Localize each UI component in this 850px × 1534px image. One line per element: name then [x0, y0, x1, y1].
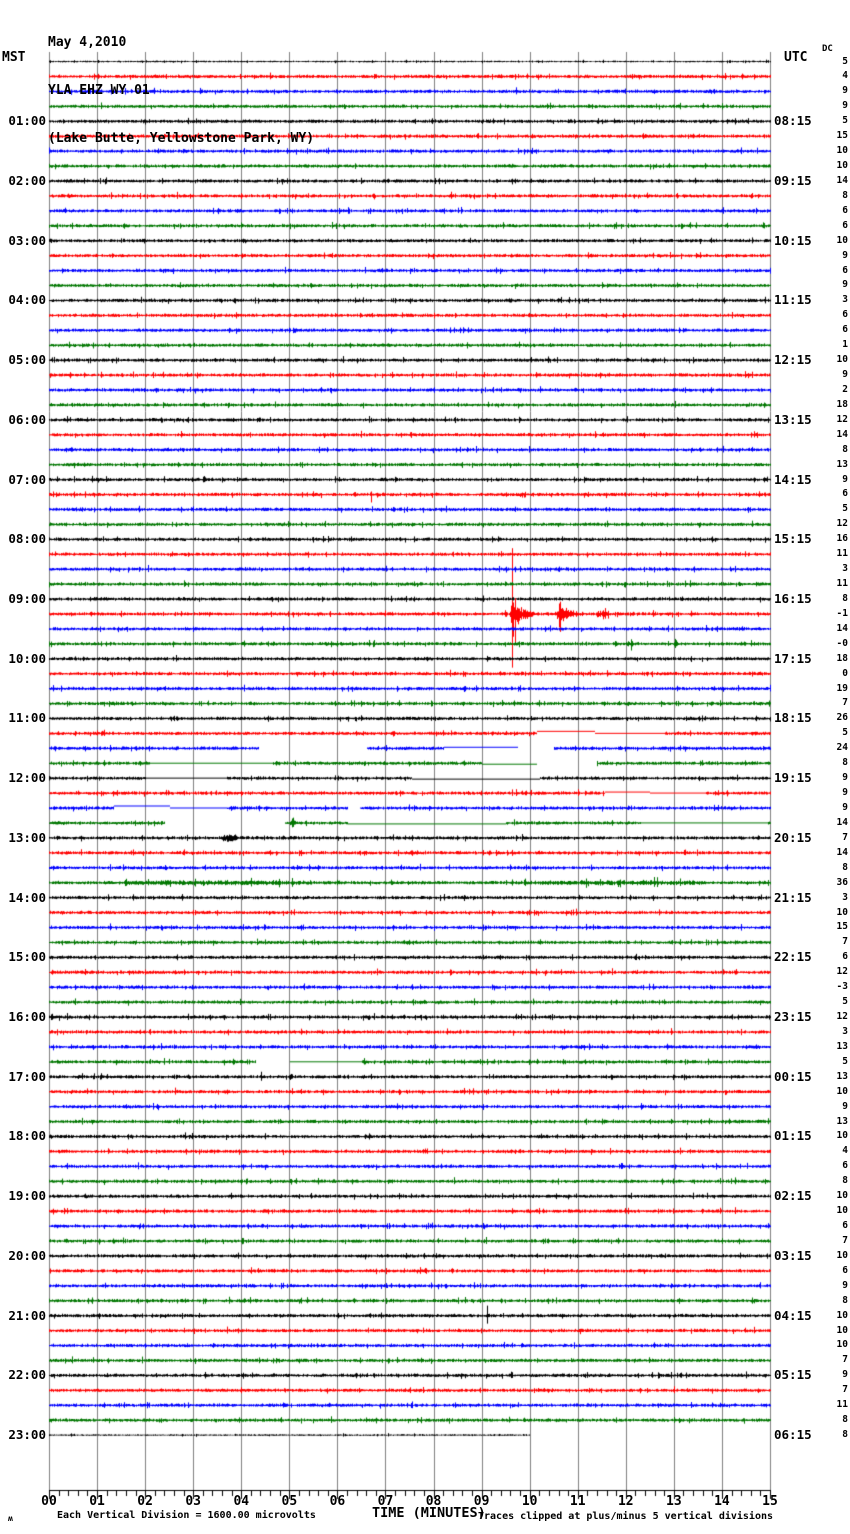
dc-offset-value: 6 — [842, 219, 848, 231]
dc-offset-value: 5 — [842, 727, 848, 739]
dc-offset-value: 9 — [842, 787, 848, 799]
dc-offset-value: 10 — [836, 354, 848, 366]
dc-offset-value: 9 — [842, 802, 848, 813]
utc-hour-label: 21:15 — [774, 889, 812, 905]
header-station-code: YLA EHZ WY 01 — [48, 83, 150, 98]
dc-offset-value: 7 — [842, 1234, 848, 1246]
dc-offset-value: 3 — [842, 891, 848, 903]
dc-offset-value: 6 — [842, 951, 848, 963]
mst-hour-label: 22:00 — [8, 1367, 46, 1383]
utc-hour-label: 23:15 — [774, 1009, 812, 1025]
dc-offset-value: 4 — [842, 70, 848, 82]
mst-hour-label: 23:00 — [8, 1427, 46, 1443]
dc-offset-value: 9 — [842, 772, 848, 784]
mst-hour-label: 10:00 — [8, 650, 46, 666]
utc-hour-label: 00:15 — [774, 1068, 812, 1084]
right-axis-timezone-label: UTC — [784, 50, 808, 65]
utc-hour-label: 14:15 — [774, 471, 812, 487]
dc-offset-value: 0 — [842, 667, 848, 679]
dc-offset-value: 10 — [836, 234, 848, 246]
dc-offset-value: 7 — [842, 1354, 848, 1366]
dc-offset-value: 6 — [842, 309, 848, 321]
utc-hour-label: 13:15 — [774, 411, 812, 427]
dc-offset-value: 9 — [842, 279, 848, 291]
dc-offset-value: 7 — [842, 831, 848, 843]
dc-offset-value: 6 — [842, 264, 848, 276]
x-axis-tick-label: 05 — [281, 1494, 298, 1509]
dc-offset-value: 6 — [842, 1264, 848, 1276]
mst-hour-label: 03:00 — [8, 232, 46, 248]
dc-offset-value: 8 — [842, 1294, 848, 1306]
mst-hour-label: 14:00 — [8, 889, 46, 905]
utc-hour-label: 10:15 — [774, 232, 812, 248]
dc-offset-value: 12 — [836, 518, 848, 530]
utc-hour-label: 04:15 — [774, 1307, 812, 1323]
dc-offset-value: 9 — [842, 1279, 848, 1291]
x-axis-tick-label: 13 — [666, 1494, 682, 1509]
utc-hour-label: 03:15 — [774, 1247, 812, 1263]
dc-offset-value: 19 — [836, 682, 848, 694]
plot-header — [48, 3, 314, 179]
x-axis-tick-label: 02 — [137, 1494, 153, 1509]
dc-offset-value: 10 — [836, 1324, 848, 1336]
dc-offset-value: 4 — [842, 1145, 848, 1157]
dc-offset-value: 9 — [842, 1100, 848, 1112]
mst-hour-label: 20:00 — [8, 1247, 46, 1263]
dc-offset-value: 8 — [842, 1414, 848, 1426]
dc-offset-value: 13 — [836, 1040, 848, 1052]
dc-offset-value: 10 — [836, 145, 848, 157]
dc-offset-value: 7 — [842, 1384, 848, 1396]
utc-hour-label: 15:15 — [774, 531, 812, 547]
dc-offset-value: 1 — [842, 339, 848, 351]
dc-offset-value: 18 — [836, 652, 848, 664]
utc-hour-label: 12:15 — [774, 352, 812, 368]
dc-offset-value: 12 — [836, 966, 848, 978]
dc-offset-value: 14 — [836, 622, 848, 634]
dc-offset-value: 9 — [842, 100, 848, 112]
x-axis-tick-label: 03 — [185, 1494, 202, 1509]
vertical-scale-note: Each Vertical Division = 1600.00 microvolts — [57, 1510, 316, 1521]
utc-hour-label: 16:15 — [774, 590, 812, 606]
utc-hour-label: 17:15 — [774, 650, 812, 666]
x-axis-tick-label: 11 — [569, 1494, 586, 1509]
dc-offset-value: 10 — [836, 906, 848, 918]
utc-hour-label: 08:15 — [774, 113, 812, 129]
utc-hour-label: 06:15 — [774, 1427, 812, 1443]
dc-offset-value: 14 — [836, 428, 848, 440]
dc-offset-value: 3 — [842, 294, 848, 306]
dc-offset-value: 5 — [842, 503, 848, 515]
dc-offset-value: 10 — [836, 1339, 848, 1351]
mst-hour-label: 09:00 — [8, 590, 46, 606]
dc-offset-value: 10 — [836, 1085, 848, 1097]
dc-column-header: DC — [822, 44, 833, 54]
dc-offset-value: 13 — [836, 1115, 848, 1127]
dc-offset-value: 2 — [842, 383, 848, 395]
dc-offset-value: 8 — [842, 443, 848, 455]
x-axis-tick-label: 12 — [617, 1494, 634, 1509]
mst-hour-label: 21:00 — [8, 1307, 46, 1323]
x-axis-tick-label: 14 — [714, 1494, 730, 1509]
left-axis-timezone-label: MST — [2, 50, 26, 65]
dc-offset-value: 9 — [842, 369, 848, 381]
dc-offset-value: 36 — [836, 876, 848, 888]
dc-offset-value: 6 — [842, 324, 848, 336]
dc-offset-value: 24 — [836, 742, 848, 754]
dc-offset-value: 11 — [836, 578, 848, 590]
dc-offset-value: 9 — [842, 249, 848, 261]
utc-hour-label: 19:15 — [774, 770, 812, 786]
dc-offset-value: 10 — [836, 160, 848, 171]
dc-offset-value: 7 — [842, 936, 848, 948]
x-axis-tick-label: 01 — [89, 1494, 105, 1509]
dc-offset-value: 9 — [842, 85, 848, 97]
dc-offset-value: 8 — [842, 861, 848, 873]
dc-offset-value: 6 — [842, 488, 848, 500]
dc-offset-value: 5 — [842, 115, 848, 127]
dc-offset-value: 8 — [842, 757, 848, 769]
dc-offset-value: 6 — [842, 1220, 848, 1232]
mst-hour-label: 04:00 — [8, 292, 46, 308]
header-station-location: (Lake Butte, Yellowstone Park, WY) — [48, 131, 315, 146]
dc-offset-value: 5 — [842, 996, 848, 1008]
utc-hour-label: 02:15 — [774, 1188, 812, 1204]
mst-hour-label: 11:00 — [8, 710, 46, 726]
dc-offset-value: 16 — [836, 533, 848, 545]
header-date: May 4,2010 — [48, 35, 127, 50]
dc-offset-value: 10 — [836, 1205, 848, 1217]
mst-hour-label: 01:00 — [8, 113, 46, 129]
x-axis-tick-label: 00 — [41, 1494, 57, 1509]
dc-offset-value: 9 — [842, 473, 848, 485]
dc-offset-value: 6 — [842, 204, 848, 216]
dc-offset-value: 5 — [842, 1055, 848, 1067]
mst-hour-label: 13:00 — [8, 829, 46, 845]
dc-offset-value: 8 — [842, 1175, 848, 1187]
x-axis-title: TIME (MINUTES) — [372, 1505, 486, 1521]
utc-hour-label: 05:15 — [774, 1367, 812, 1383]
dc-offset-value: -1 — [836, 607, 848, 619]
dc-offset-value: 8 — [842, 189, 848, 201]
mst-hour-label: 15:00 — [8, 949, 46, 965]
mst-hour-label: 18:00 — [8, 1128, 46, 1144]
dc-offset-value: 6 — [842, 1160, 848, 1172]
utc-hour-label: 18:15 — [774, 710, 812, 726]
dc-offset-value: 10 — [836, 1130, 848, 1142]
dc-offset-value: 8 — [842, 592, 848, 604]
dc-offset-value: 12 — [836, 1011, 848, 1023]
mst-hour-label: 05:00 — [8, 352, 46, 368]
utc-hour-label: 22:15 — [774, 949, 812, 965]
dc-offset-value: -0 — [836, 637, 848, 649]
x-axis-tick-label: 09 — [473, 1494, 490, 1509]
mst-hour-label: 16:00 — [8, 1009, 46, 1025]
x-axis-tick-label: 04 — [233, 1494, 250, 1509]
mst-hour-label: 08:00 — [8, 531, 46, 547]
dc-offset-value: 10 — [836, 1249, 848, 1261]
dc-offset-value: 15 — [836, 921, 848, 933]
dc-offset-value: 10 — [836, 1190, 848, 1202]
dc-offset-value: 15 — [836, 130, 848, 142]
dc-offset-value: 3 — [842, 1025, 848, 1037]
mst-hour-label: 17:00 — [8, 1068, 46, 1084]
mst-hour-label: 06:00 — [8, 411, 46, 427]
mst-hour-label: 02:00 — [8, 172, 46, 188]
dc-offset-value: 3 — [842, 563, 848, 575]
dc-offset-value: 10 — [836, 1309, 848, 1321]
x-axis-tick-label: 10 — [521, 1494, 538, 1509]
utc-hour-label: 01:15 — [774, 1128, 812, 1144]
dc-offset-value: 14 — [836, 816, 848, 828]
x-axis-tick-label: 08 — [425, 1494, 442, 1509]
utc-hour-label: 11:15 — [774, 292, 812, 308]
dc-offset-value: 13 — [836, 1070, 848, 1082]
utc-hour-label: 09:15 — [774, 172, 812, 188]
mst-hour-label: 19:00 — [8, 1188, 46, 1204]
x-axis-tick-label: 07 — [377, 1494, 394, 1509]
dc-offset-value: 13 — [836, 458, 848, 470]
x-axis-tick-label: 06 — [329, 1494, 346, 1509]
clipping-note: Traces clipped at plus/minus 5 vertical divisions — [478, 1511, 774, 1522]
dc-offset-value: 11 — [836, 1399, 848, 1411]
dc-offset-value: 26 — [836, 712, 848, 724]
dc-offset-value: 14 — [836, 174, 848, 186]
dc-offset-value: 8 — [842, 1429, 848, 1441]
mst-hour-label: 12:00 — [8, 770, 46, 786]
utc-hour-label: 20:15 — [774, 829, 812, 845]
watermark-glyph: ʍ — [8, 1514, 13, 1523]
dc-offset-value: 12 — [836, 413, 848, 425]
x-axis-tick-label: 15 — [762, 1494, 778, 1509]
dc-offset-value: 11 — [836, 548, 848, 560]
dc-offset-value: -3 — [836, 981, 848, 993]
dc-offset-value: 14 — [836, 846, 848, 858]
dc-offset-value: 18 — [836, 398, 848, 410]
dc-offset-value: 7 — [842, 697, 848, 709]
dc-offset-value: 5 — [842, 55, 848, 67]
mst-hour-label: 07:00 — [8, 471, 46, 487]
dc-offset-value: 9 — [842, 1369, 848, 1381]
